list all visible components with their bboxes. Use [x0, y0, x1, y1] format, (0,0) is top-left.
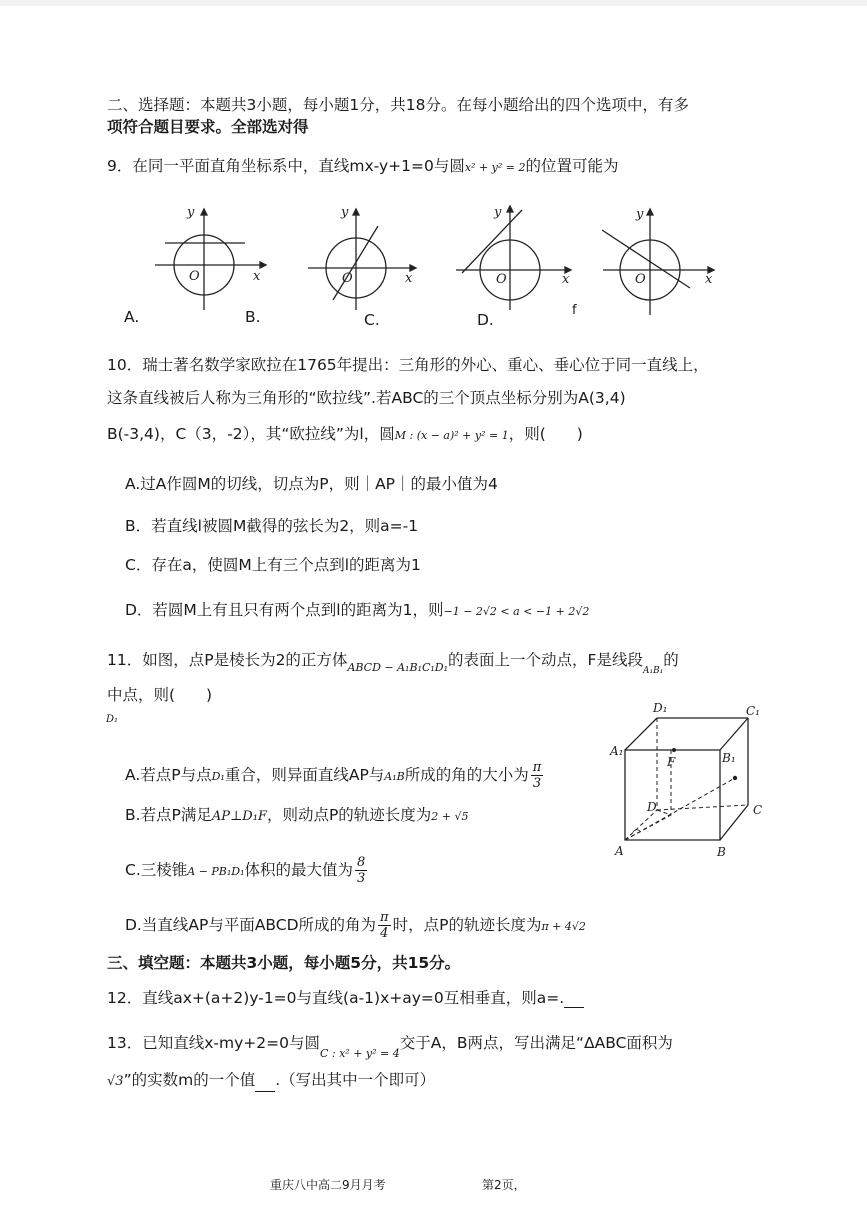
- q9-d-origin: O: [635, 272, 646, 287]
- cube-label-d1: D₁: [653, 701, 668, 715]
- q9-b-y-label: y: [341, 205, 349, 220]
- q9-graph-a: [155, 209, 266, 310]
- q9-d-y-label: y: [636, 207, 644, 222]
- section2-heading-line1: 二、选择题：本题共3小题，每小题1分，共18分。在每小题给出的四个选项中，有多: [107, 96, 689, 114]
- q13-line1: 13．已知直线x-my+2=0与圆$_{C : x^2 + y^2 = 4}$交于A，B两点，写出满足“ΔABC面积为: [107, 1034, 673, 1060]
- cube-label-c1: C₁: [746, 704, 760, 718]
- q9-a-origin: O: [189, 269, 200, 284]
- q11-option-a[interactable]: A.若点P与点D₁重合，则异面直线AP与A₁B所成的角的大小为 $\frac{\pi}{3}$: [125, 760, 542, 791]
- q11-option-b[interactable]: B.若点P满足AP⊥D₁F，则动点P的轨迹长度为2 + √5: [125, 806, 469, 824]
- section3-heading: 三、填空题：本题共3小题，每小题5分，共15分。: [107, 954, 461, 972]
- q9-c-origin: O: [496, 272, 507, 287]
- cube-label-a1: A₁: [610, 744, 624, 758]
- q9-graph-b: [308, 209, 416, 310]
- q12-answer-blank[interactable]: [564, 993, 584, 1008]
- q9-graph-c: [456, 206, 571, 310]
- cube-label-f: F: [667, 755, 676, 769]
- footer-school: 重庆八中高二9月月考: [270, 1178, 386, 1192]
- q11-option-d-fraction: $\frac{\pi}{4}$: [380, 910, 389, 941]
- footer-page: 第2页，: [482, 1178, 526, 1192]
- q11-option-d[interactable]: D.当直线AP与平面ABCD所成的角为 $\frac{\pi}{4}$ 时，点P的轨迹长度为π + 4√2: [125, 910, 586, 941]
- q10-line1: 10．瑞士著名数学家欧拉在1765年提出：三角形的外心、重心、垂心位于同一直线上，: [107, 356, 709, 374]
- q12: 12．直线ax+(a+2)y-1=0与直线(a-1)x+ay=0互相垂直，则a=.: [107, 988, 584, 1008]
- q9-figure-options: [120, 200, 730, 325]
- q11-line1: 11．如图，点P是棱长为2的正方体$_{ABCD - A_1B_1C_1D_1}$的表面上一个动点，F是线段$_{A_1B_1}$的: [107, 651, 679, 676]
- q9-b-x-label: x: [405, 271, 413, 286]
- q11-cube-figure: [605, 700, 770, 865]
- q9-c-x-label: x: [562, 272, 570, 287]
- cube-label-b: B: [717, 845, 726, 859]
- cube-label-b1: B₁: [722, 751, 736, 765]
- q9-option-d-label[interactable]: D.: [477, 311, 494, 329]
- q11-option-c-fraction: $\frac{8}{3}$: [357, 855, 366, 886]
- q10-option-c[interactable]: C．存在a，使圆M上有三个点到l的距离为1: [125, 556, 421, 574]
- q13-answer-blank[interactable]: [255, 1077, 275, 1092]
- cube-label-a: A: [615, 844, 624, 858]
- q11-option-c[interactable]: C.三棱锥A − PB₁D₁体积的最大值为 $\frac{8}{3}$: [125, 855, 366, 886]
- q9-a-y-label: y: [187, 205, 195, 220]
- q9-option-b-label[interactable]: B.: [245, 308, 261, 326]
- q9-a-x-label: x: [253, 269, 261, 284]
- section2-heading-line2: 项符合题目要求。全部选对得: [107, 118, 309, 136]
- q11-stray-d1: D₁: [106, 714, 119, 725]
- q9-d-x-label: x: [705, 272, 713, 287]
- top-border: [0, 0, 867, 6]
- cube-label-c: C: [753, 803, 763, 817]
- q10-option-b[interactable]: B．若直线l被圆M截得的弦长为2，则a=-1: [125, 517, 419, 535]
- q9-stray-mark: f: [572, 303, 577, 318]
- q9-c-y-label: y: [494, 205, 502, 220]
- q10-option-d[interactable]: D．若圆M上有且只有两个点到l的距离为1，则−1 − 2√2 < a < −1 + 2√2: [125, 601, 590, 619]
- q9-b-origin: O: [342, 271, 353, 286]
- q9-graph-d: [602, 209, 714, 315]
- q10-line3: B(-3,4)，C（3，-2），其“欧拉线”为l，圆M : (x − a)² + y² = 1，则( ): [107, 425, 583, 443]
- q9-option-a-label[interactable]: A.: [124, 308, 140, 326]
- cube-label-d: D: [647, 800, 657, 814]
- q13-line2: √3”的实数m的一个值 .（写出其中一个即可）: [107, 1070, 435, 1092]
- q11-option-a-fraction: $\frac{\pi}{3}$: [532, 760, 542, 791]
- q10-option-a[interactable]: A.过A作圆M的切线，切点为P，则｜AP｜的最小值为4: [125, 475, 498, 493]
- q9-stem: 9．在同一平面直角坐标系中，直线mx-y+1=0与圆x² + y² = 2的位置可能为: [107, 157, 619, 175]
- q11-line2: 中点，则( ): [107, 686, 213, 704]
- q10-line2: 这条直线被后人称为三角形的“欧拉线”.若ABC的三个顶点坐标分别为A(3,4): [107, 389, 626, 407]
- q9-option-c-label[interactable]: C.: [364, 311, 380, 329]
